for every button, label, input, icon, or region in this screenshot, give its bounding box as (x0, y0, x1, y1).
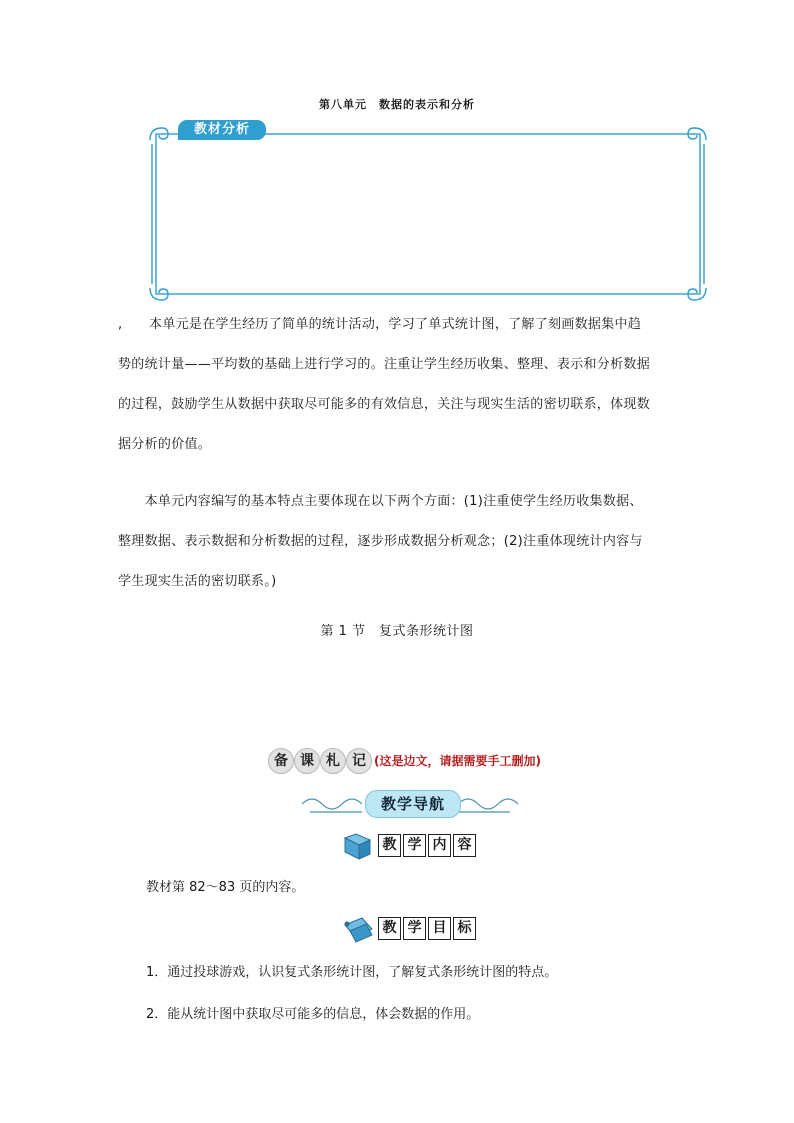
teaching-goals-header (342, 915, 472, 947)
analysis-paragraph-1 (118, 305, 678, 465)
header-char: 容 (453, 834, 476, 857)
prep-char: 记 (346, 748, 372, 774)
header-char: 教 (378, 834, 401, 857)
analysis-frame (148, 126, 708, 302)
paragraph-line: 本单元内容编写的基本特点主要体现在以下两个方面：(1)注重使学生经历收集数据、 (118, 494, 643, 509)
header-char: 标 (453, 917, 476, 940)
prep-notes-header (268, 748, 541, 772)
scroll-icon (342, 915, 376, 943)
header-char: 学 (403, 917, 426, 940)
prep-note: (这是边文，请据需要手工删加) (374, 754, 541, 768)
frame-border (148, 126, 708, 302)
paragraph-line: , 本单元是在学生经历了简单的统计活动，学习了单式统计图，了解了刻画数据集中趋 (118, 317, 642, 332)
prep-char: 札 (320, 748, 346, 774)
teaching-content-text: 教材第 82～83 页的内容。 (146, 880, 305, 895)
paragraph-line: 的过程，鼓励学生从数据中获取尽可能多的有效信息，关注与现实生活的密切联系，体现数 (118, 397, 651, 412)
header-char: 目 (428, 917, 451, 940)
analysis-tab: 教材分析 (178, 120, 266, 140)
paragraph-line: 势的统计量——平均数的基础上进行学习的。注重让学生经历收集、整理、表示和分析数据 (118, 357, 651, 372)
teaching-content-header (342, 832, 472, 864)
teaching-goal-item: 2．能从统计图中获取尽可能多的信息，体会数据的作用。 (146, 1007, 480, 1022)
analysis-paragraph-2 (118, 482, 678, 602)
header-char: 教 (378, 917, 401, 940)
header-char: 内 (428, 834, 451, 857)
paragraph-line: 整理数据、表示数据和分析数据的过程，逐步形成数据分析观念；(2)注重体现统计内容与 (118, 534, 643, 549)
paragraph-line: 据分析的价值。 (118, 437, 212, 452)
paragraph-line: 学生现实生活的密切联系。) (118, 574, 277, 589)
teaching-goal-item: 1．通过投球游戏，认识复式条形统计图，了解复式条形统计图的特点。 (146, 965, 558, 980)
teaching-nav-title: 教学导航 (365, 790, 461, 818)
book-icon (342, 832, 374, 860)
section-title: 第 1 节 复式条形统计图 (320, 624, 474, 639)
header-char: 学 (403, 834, 426, 857)
prep-char: 备 (268, 748, 294, 774)
unit-title: 第八单元 数据的表示和分析 (319, 98, 475, 111)
prep-char: 课 (294, 748, 320, 774)
